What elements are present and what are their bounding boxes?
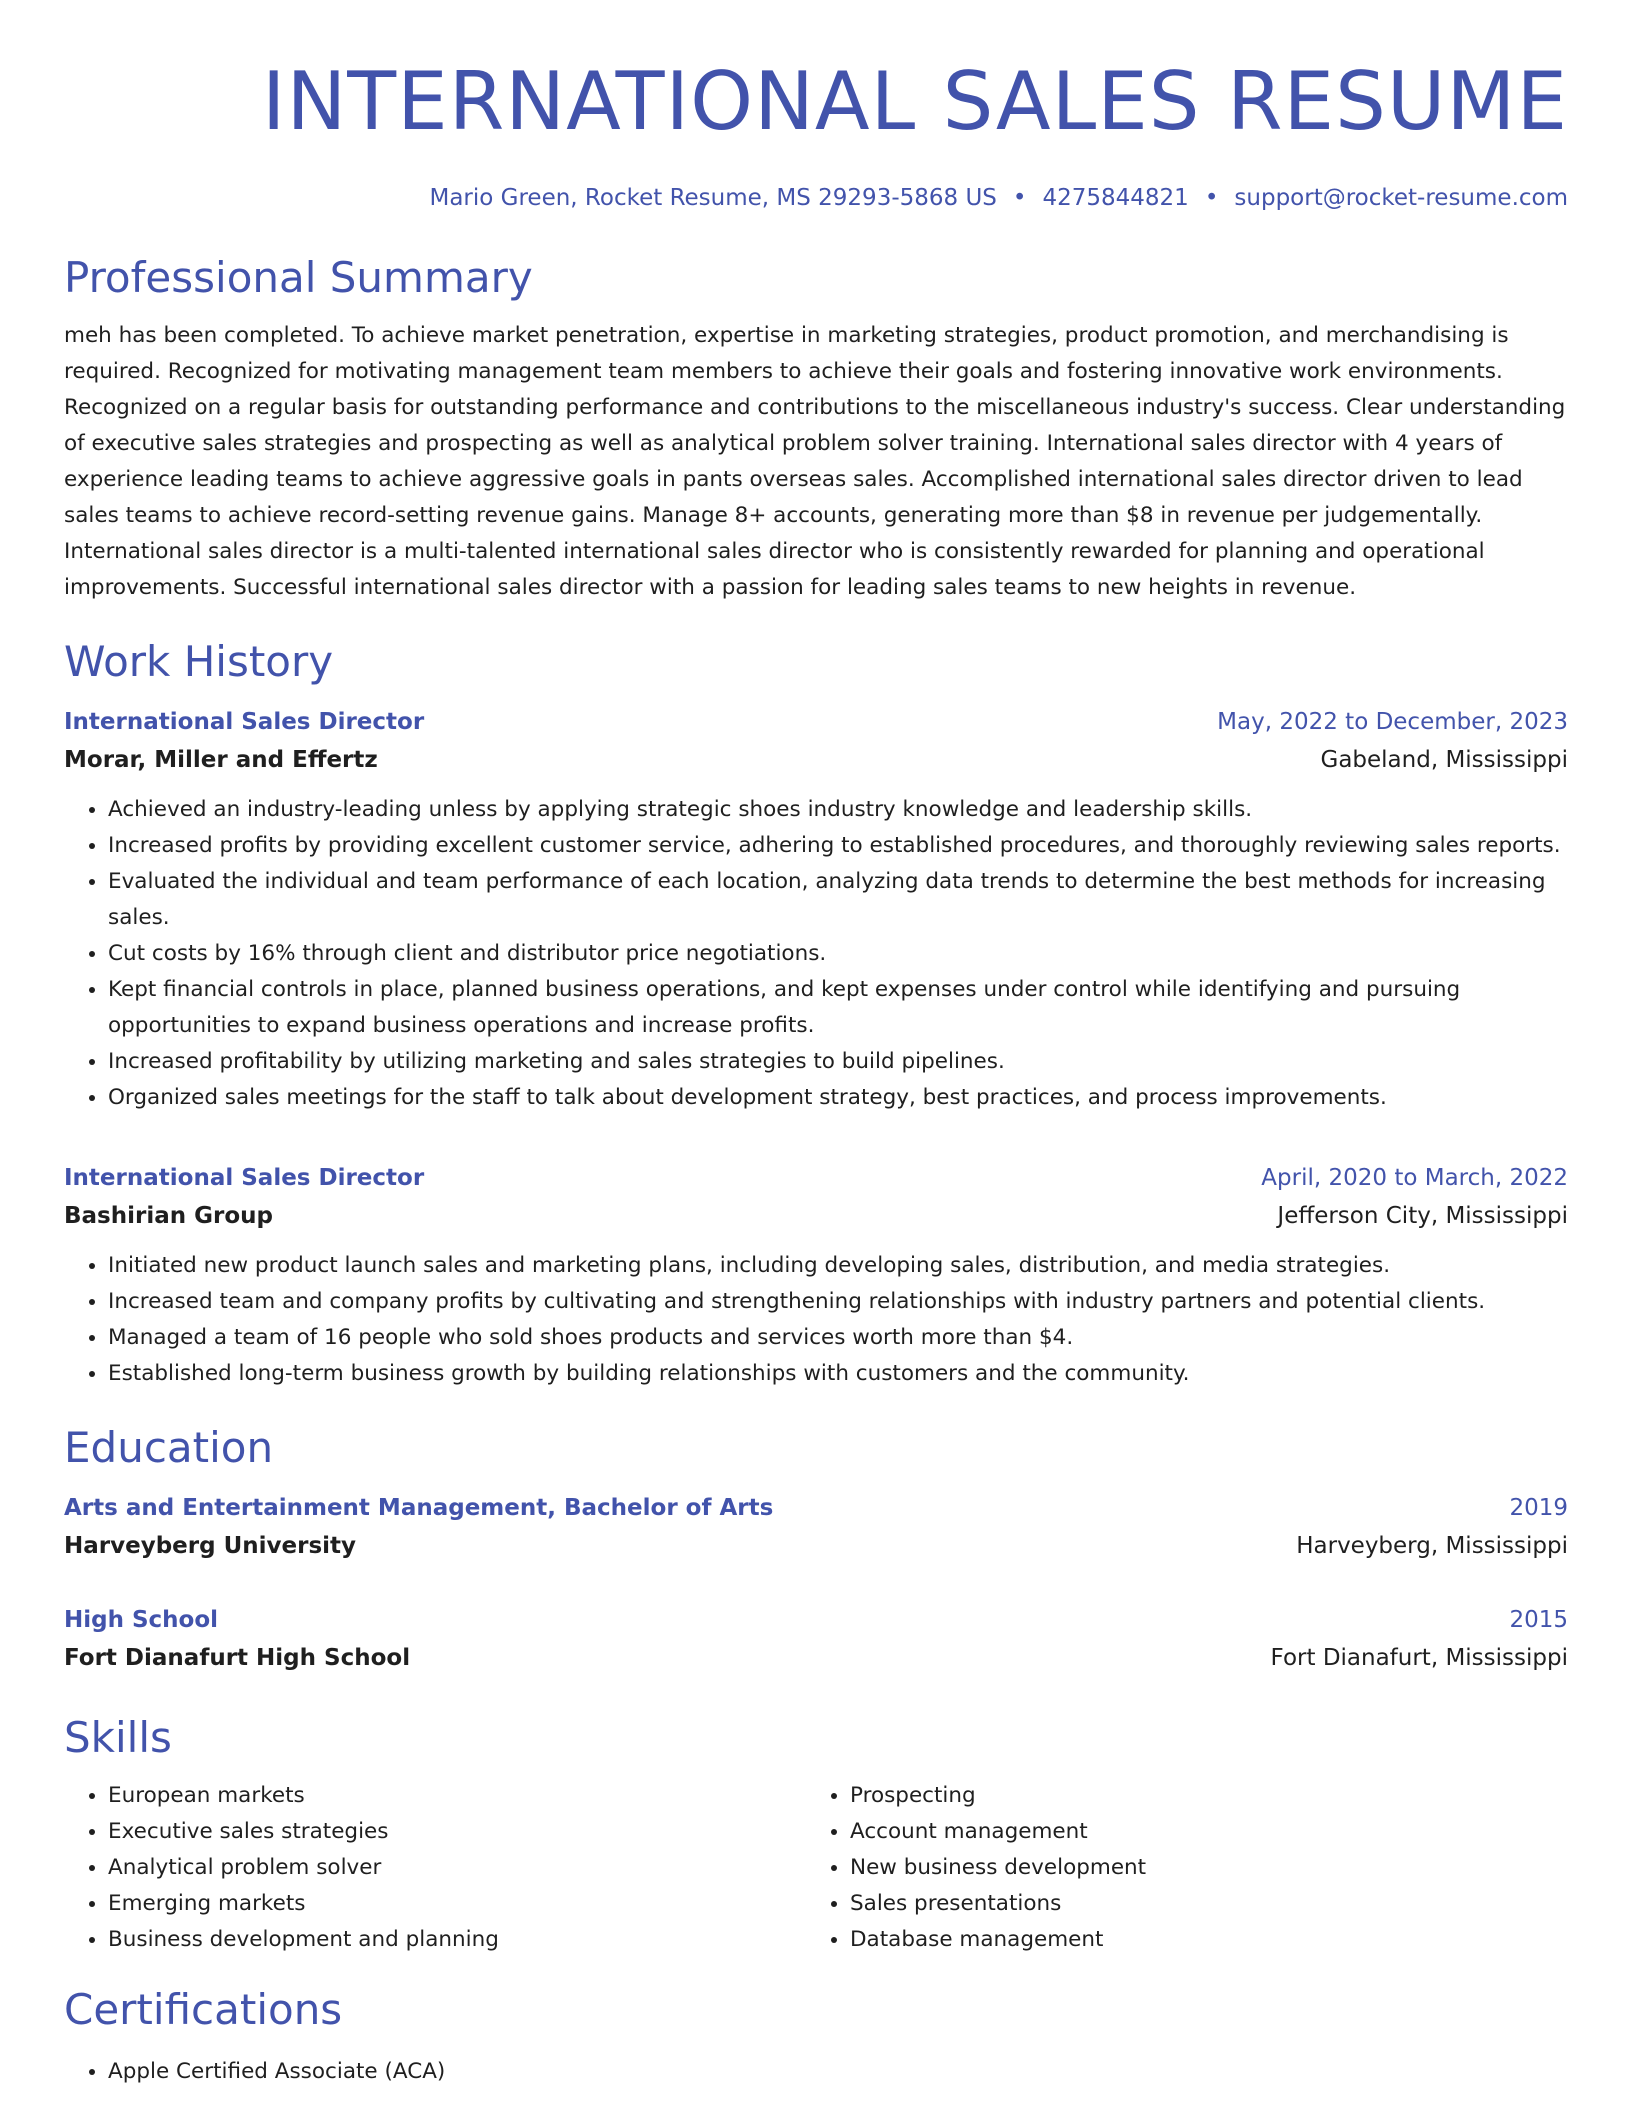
job-location: Jefferson City, Mississippi	[1277, 1203, 1568, 1229]
education-school-row	[64, 1638, 1568, 1678]
skills-list	[806, 1778, 1548, 1958]
job-bullet: • Managed a team of 16 people who sold shoes products and services worth more than $4.	[108, 1320, 1568, 1356]
education-location: Fort Dianafurt, Mississippi	[1270, 1645, 1568, 1671]
job-location: Gabeland, Mississippi	[1320, 747, 1568, 773]
job-role: International Sales Director	[64, 709, 425, 735]
education-degree: Arts and Entertainment Management, Bachelor of Arts	[64, 1495, 774, 1521]
certification-item: • Apple Certified Associate (ACA)	[108, 2054, 1568, 2090]
certifications-heading: Certifications	[64, 1985, 343, 2034]
job-entry	[64, 704, 1568, 1116]
contact-line	[64, 184, 1568, 212]
skills-column-right	[806, 1778, 1548, 1958]
job-dates: May, 2022 to December, 2023	[1217, 709, 1568, 735]
education-entry	[64, 1602, 1568, 1678]
job-bullet: • Increased profitability by utilizing marketing and sales strategies to build pipelines.	[108, 1044, 1568, 1080]
job-company-row	[64, 740, 1568, 780]
skill-item: • Executive sales strategies	[108, 1814, 806, 1850]
contact-separator: •	[1204, 185, 1219, 211]
job-header-row	[64, 704, 1568, 740]
education-location: Harveyberg, Mississippi	[1296, 1533, 1568, 1559]
skills-heading: Skills	[64, 1713, 172, 1762]
job-bullet: • Cut costs by 16% through client and distributor price negotiations.	[108, 936, 1568, 972]
education-school: Fort Dianafurt High School	[64, 1645, 411, 1671]
job-company-row	[64, 1196, 1568, 1236]
summary-section	[64, 252, 1568, 606]
summary-heading: Professional Summary	[64, 253, 533, 302]
job-company: Morar, Miller and Effertz	[64, 747, 378, 773]
job-company: Bashirian Group	[64, 1203, 273, 1229]
job-bullet: • Evaluated the individual and team performance of each location, analyzing data trends to determine the best methods for increasing sales.	[108, 864, 1568, 936]
summary-text: meh has been completed. To achieve market penetration, expertise in marketing strategies, product promotion, and merchandising is required. Recognized for motivating management team members to achieve their goals and fostering innovative work environments. Recognized on a regular basis for outstanding performance and contributions to the miscellaneous industry's success. Clear understanding of executive sales strategies and prospecting as well as analytical problem solver training. International sales director with 4 years of experience leading teams to achieve aggressive goals in pants overseas sales. Accomplished international sales director driven to lead sales teams to achieve record-setting revenue gains. Manage 8+ accounts, generating more than $8 in revenue per judgementally. International sales director is a multi-talented international sales director who is consistently rewarded for planning and operational improvements. Successful international sales director with a passion for leading sales teams to new heights in revenue.	[64, 323, 1566, 600]
education-year: 2019	[1509, 1495, 1568, 1521]
education-degree: High School	[64, 1607, 219, 1633]
job-bullet: • Increased team and company profits by cultivating and strengthening relationships with industry partners and potential clients.	[108, 1284, 1568, 1320]
education-school: Harveyberg University	[64, 1533, 357, 1559]
skill-item: • Emerging markets	[108, 1886, 806, 1922]
job-bullet: • Kept financial controls in place, planned business operations, and kept expenses under control while identifying and pursuing opportunities to expand business operations and increase profits.	[108, 972, 1568, 1044]
job-entry	[64, 1160, 1568, 1392]
education-year: 2015	[1509, 1607, 1568, 1633]
job-bullet: • Established long-term business growth by building relationships with customers and the community.	[108, 1356, 1568, 1392]
contact-email: support@rocket-resume.com	[1234, 185, 1568, 211]
job-bullets	[64, 792, 1568, 1116]
certifications-list	[64, 2054, 1568, 2090]
job-bullet: • Achieved an industry-leading unless by applying strategic shoes industry knowledge and leadership skills.	[108, 792, 1568, 828]
education-header-row	[64, 1490, 1568, 1526]
skills-section	[64, 1712, 1568, 1958]
resume-title: INTERNATIONAL SALES RESUME	[261, 55, 1568, 148]
certifications-section	[64, 1984, 1568, 2090]
skill-item: • European markets	[108, 1778, 806, 1814]
skill-item: • Analytical problem solver	[108, 1850, 806, 1886]
education-entry	[64, 1490, 1568, 1566]
education-section	[64, 1422, 1568, 1678]
contact-address: Mario Green, Rocket Resume, MS 29293-5868 US	[429, 185, 997, 211]
job-bullet: • Organized sales meetings for the staff to talk about development strategy, best practices, and process improvements.	[108, 1080, 1568, 1116]
skill-item: • Business development and planning	[108, 1922, 806, 1958]
skill-item: • Account management	[850, 1814, 1548, 1850]
education-header-row	[64, 1602, 1568, 1638]
skill-item: • Prospecting	[850, 1778, 1548, 1814]
job-header-row	[64, 1160, 1568, 1196]
work-history-heading: Work History	[64, 637, 334, 686]
skill-item: • New business development	[850, 1850, 1548, 1886]
contact-separator: •	[1012, 185, 1027, 211]
job-bullet: • Initiated new product launch sales and marketing plans, including developing sales, distribution, and media strategies.	[108, 1248, 1568, 1284]
work-history-section	[64, 636, 1568, 1392]
education-heading: Education	[64, 1423, 274, 1472]
skill-item: • Database management	[850, 1922, 1548, 1958]
contact-phone: 4275844821	[1042, 185, 1189, 211]
skills-grid	[64, 1778, 1568, 1958]
skill-item: • Sales presentations	[850, 1886, 1548, 1922]
job-bullets	[64, 1248, 1568, 1392]
education-school-row	[64, 1526, 1568, 1566]
skills-column-left	[64, 1778, 806, 1958]
job-role: International Sales Director	[64, 1165, 425, 1191]
job-bullet: • Increased profits by providing excellent customer service, adhering to established procedures, and thoroughly reviewing sales reports.	[108, 828, 1568, 864]
job-dates: April, 2020 to March, 2022	[1261, 1165, 1568, 1191]
skills-list	[64, 1778, 806, 1958]
